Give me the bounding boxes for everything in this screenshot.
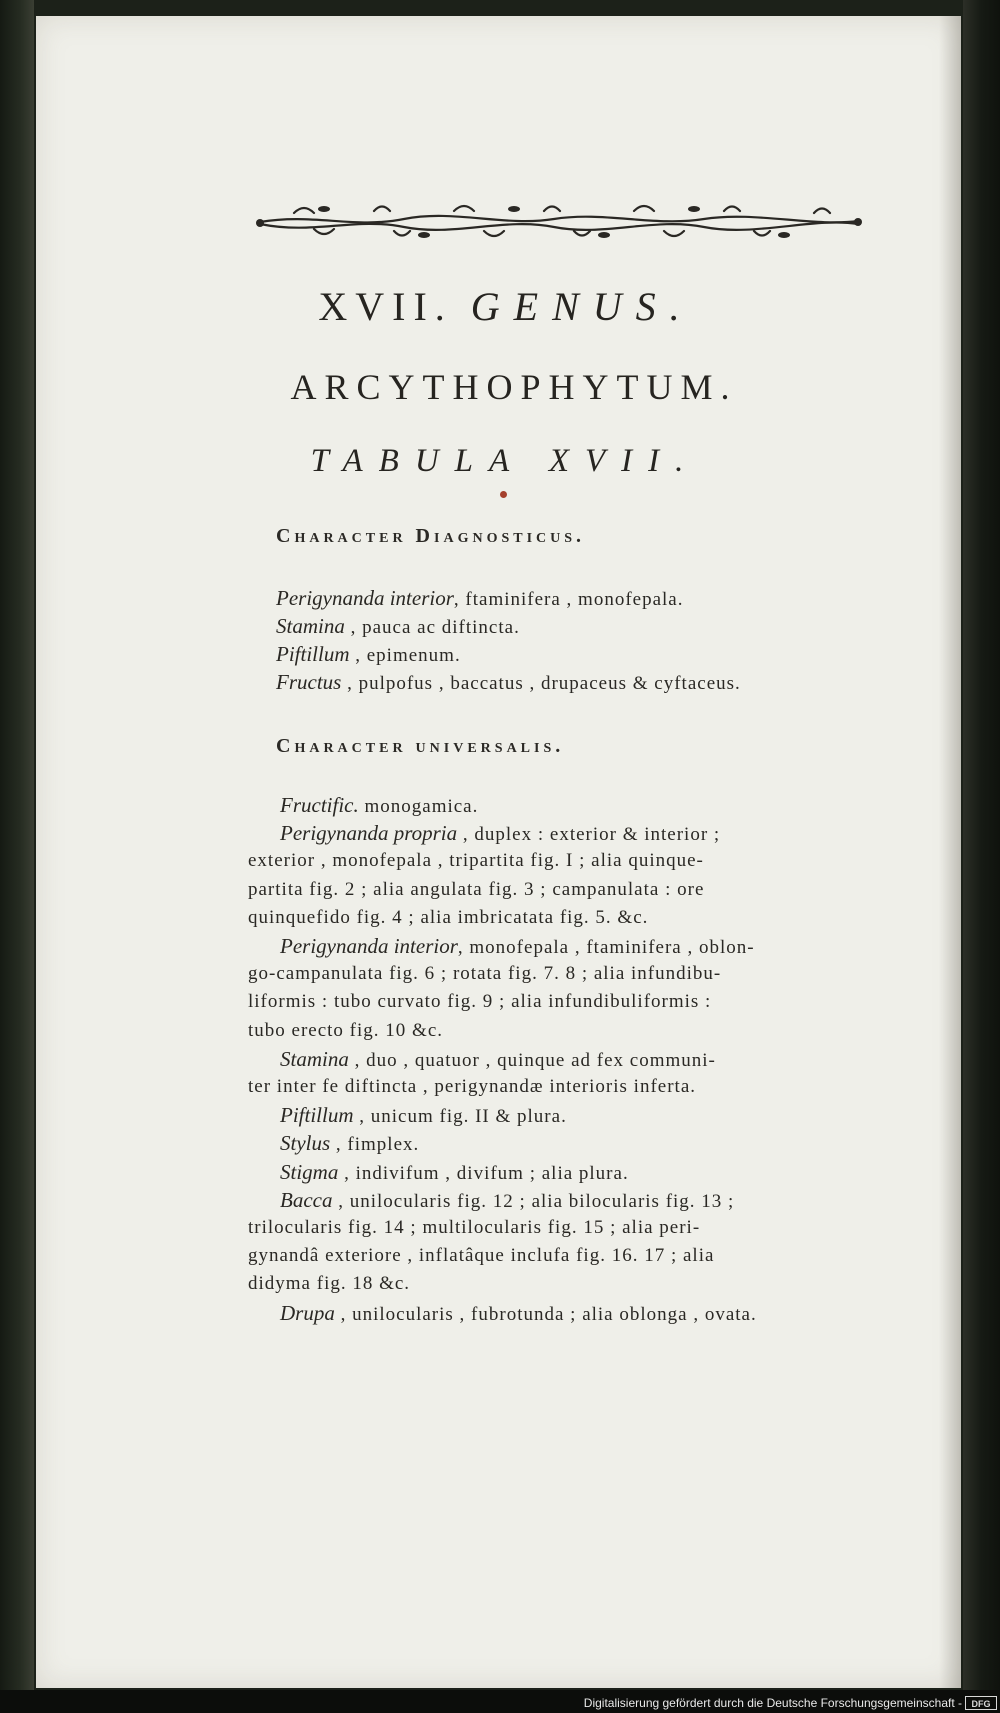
line-text: exterior , monofepala , tripartita fig. I ; alia quinque- (248, 850, 704, 872)
term-italic: Perigynanda interior (276, 586, 454, 610)
term-italic: Stylus (280, 1131, 331, 1156)
text-line (248, 878, 704, 902)
line-text: , unilocularis , fubrotunda ; alia oblonga , ovata. (334, 1303, 757, 1325)
text-line (248, 1272, 410, 1296)
text-line (248, 849, 704, 873)
line-text: , unilocularis fig. 12 ; alia bilocularis fig. 13 ; (332, 1190, 735, 1212)
line-text: monogamica. (358, 796, 479, 817)
text-line (280, 1301, 757, 1327)
page-fold-shadow (939, 16, 961, 1688)
line-text: , unicum fig. II & plura. (353, 1106, 567, 1128)
term-italic: Drupa (280, 1300, 335, 1325)
line-text: go-campanulata fig. 6 ; rotata fig. 7. 8 ; alia infundibu- (248, 963, 722, 985)
genus-word: GENUS. (470, 284, 694, 329)
genus-name: ARCYTHOPHYTUM. (290, 367, 738, 407)
footer-text: Digitalisierung gefördert durch die Deutsche Forschungsgemeinschaft - (583, 1696, 962, 1710)
text-line (248, 906, 648, 930)
dfg-logo-icon: DFG (965, 1696, 997, 1710)
text-line (280, 793, 478, 819)
line-text: tubo erecto fig. 10 &c. (248, 1019, 444, 1041)
line-text: , fimplex. (330, 1134, 420, 1156)
genus-heading (0, 283, 1000, 330)
line-text: , indivifum , divifum ; alia plura. (338, 1162, 629, 1184)
scan-edge-left (0, 0, 34, 1713)
text-line (248, 1075, 696, 1099)
section-heading-diagnosticus: Character Diagnosticus. (276, 525, 586, 547)
line-text: , ftaminifera , monofepala. (453, 589, 684, 610)
line-text: , monofepala , ftaminifera , oblon- (457, 937, 755, 958)
text-line (248, 1216, 700, 1240)
term-italic: Fructific. (280, 793, 359, 817)
text-line (280, 821, 720, 847)
floral-vine-ornament-icon (254, 199, 864, 245)
term-italic: Bacca (280, 1187, 333, 1212)
text-line (248, 990, 711, 1014)
term-italic: Perigynanda propria (280, 821, 458, 846)
section-heading-universalis: Character universalis. (276, 735, 565, 757)
text-line (280, 934, 755, 960)
term-italic: Fructus (276, 670, 342, 694)
line-text: didyma fig. 18 &c. (248, 1273, 411, 1295)
text-line (280, 1188, 734, 1214)
line-text: , pauca ac diftincta. (344, 617, 520, 638)
text-line (280, 1047, 716, 1073)
term-italic: Stigma (280, 1159, 339, 1184)
tabula-heading: TABULA XVII. (310, 443, 700, 479)
genus-number: XVII. (318, 284, 453, 329)
line-text: , epimenum. (349, 645, 461, 666)
term-italic: Piftillum (276, 642, 350, 666)
line-text: , duplex : exterior & interior ; (457, 824, 721, 846)
line-text: quinquefido fig. 4 ; alia imbricatata fig. 5. &c. (248, 906, 649, 928)
text-line (276, 670, 741, 696)
term-italic: Piftillum (280, 1103, 354, 1128)
text-line (248, 1244, 714, 1268)
red-dot-mark (500, 491, 507, 498)
text-line (280, 1103, 567, 1129)
line-text: ter inter fe diftincta , perigynandæ interioris inferta. (248, 1076, 696, 1097)
line-text: trilocularis fig. 14 ; multilocularis fig. 15 ; alia peri- (248, 1217, 701, 1238)
text-line (248, 962, 721, 986)
text-line (248, 1019, 443, 1043)
text-line (276, 586, 684, 612)
line-text: liformis : tubo curvato fig. 9 ; alia infundibuliformis : (248, 991, 712, 1013)
scan-edge-right (963, 0, 1000, 1713)
term-italic: Perigynanda interior (280, 934, 458, 958)
line-text: , pulpofus , baccatus , drupaceus & cyftaceus. (341, 673, 741, 694)
line-text: , duo , quatuor , quinque ad fex communi- (348, 1049, 716, 1071)
text-line (280, 1160, 629, 1186)
text-line (276, 642, 461, 668)
term-italic: Stamina (280, 1046, 349, 1071)
line-text: partita fig. 2 ; alia angulata fig. 3 ; campanulata : ore (248, 878, 705, 900)
text-line (280, 1131, 419, 1157)
text-line (276, 614, 520, 640)
term-italic: Stamina (276, 614, 345, 638)
line-text: gynandâ exteriore , inflatâque inclufa fig. 16. 17 ; alia (248, 1245, 715, 1267)
footer-bar (0, 1694, 1000, 1713)
